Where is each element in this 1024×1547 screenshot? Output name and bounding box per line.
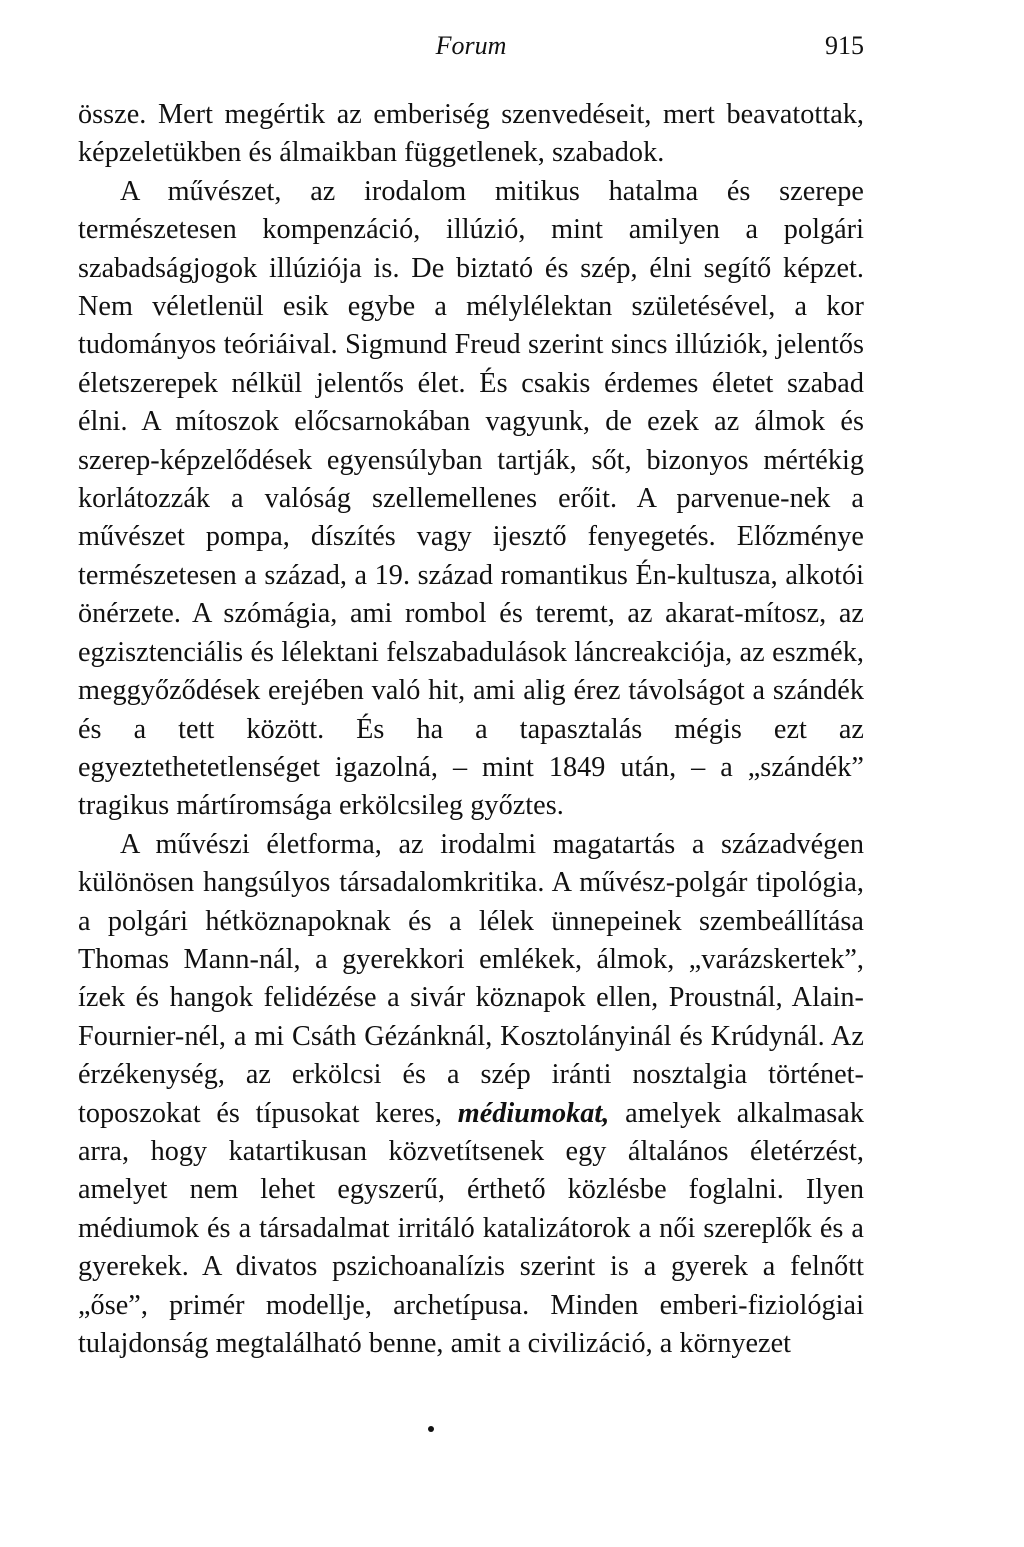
print-speck <box>428 1426 434 1432</box>
emphasized-term: médiumokat, <box>457 1097 610 1129</box>
paragraph <box>78 173 864 826</box>
page-number: 915 <box>825 31 864 60</box>
paragraph-text: A művészi életforma, az irodalmi magatartás a századvégen különösen hangsúlyos társadalomkritika. A művész-polgár tipológia, a polgári hétköznapoknak és a lélek ünnepeinek szembeállítása Thomas Mann-nál, a gyerekkori emlékek, álmok, „varázskertek”, ízek és hangok felidézése a sivár köznapok ellen, Proustnál, Alain-Fournier-nél, a mi Csáth Gézánknál, Kosztolányinál és Krúdynál. Az érzékenység, az erkölcsi és a szép iránti nosztalgia történet-toposzokat és típusokat keres, <box>78 828 864 1129</box>
paragraph-continuation <box>78 96 864 173</box>
book-page <box>78 28 864 1363</box>
paragraph-text: amelyek alkalmasak arra, hogy katartikusan közvetítsenek egy általános életérzést, amelyet nem lehet egyszerű, érthető közlésbe foglalni. Ilyen médiumok és a társadalmat irritáló katalizátorok a női szereplők és a gyerekek. A divatos pszichoanalízis szerint is a gyerek a felnőtt „őse”, primér modellje, archetípusa. Minden emberi-fiziológiai tulajdonság megtalálható benne, amit a civilizáció, a környezet <box>78 1097 864 1359</box>
paragraph <box>78 826 864 1364</box>
body-text <box>78 96 864 1363</box>
running-header <box>78 28 864 72</box>
running-title: Forum <box>435 31 507 60</box>
paragraph-text: össze. Mert megértik az emberiség szenvedéseit, mert beavatottak, képzeletükben és álmaikban függetlenek, szabadok. <box>78 99 864 169</box>
paragraph-text: A művészet, az irodalom mitikus hatalma és szerepe természetesen kompenzáció, illúzió, mint amilyen a polgári szabadságjogok illúziója is. De biztató és szép, élni segítő képzet. Nem véletlenül esik egybe a mélylélektan születésével, a kor tudományos teóriáival. Sigmund Freud szerint sincs illúziók, jelentős életszerepek nélkül jelentős élet. És csakis érdemes életet szabad élni. A mítoszok előcsarnokában vagyunk, de ezek az álmok és szerep-képzelődések egyensúlyban tartják, sőt, bizonyos mértékig korlátozzák a valóság szellemellenes erőit. A parvenue-nek a művészet pompa, díszítés vagy ijesztő fenyegetés. Előzménye természetesen a század, a 19. század romantikus Én-kultusza, alkotói önérzete. A szómágia, ami rombol és teremt, az akarat-mítosz, az egzisztenciális és lélektani felszabadulások láncreakciója, az eszmék, meggyőződések erejében való hit, ami alig érez távolságot a szándék és a tett között. És ha a tapasztalás mégis ezt az egyeztethetetlenséget igazolná, – mint 1849 után, – a „szándék” tragikus mártíromsága erkölcsileg győztes. <box>78 175 864 822</box>
